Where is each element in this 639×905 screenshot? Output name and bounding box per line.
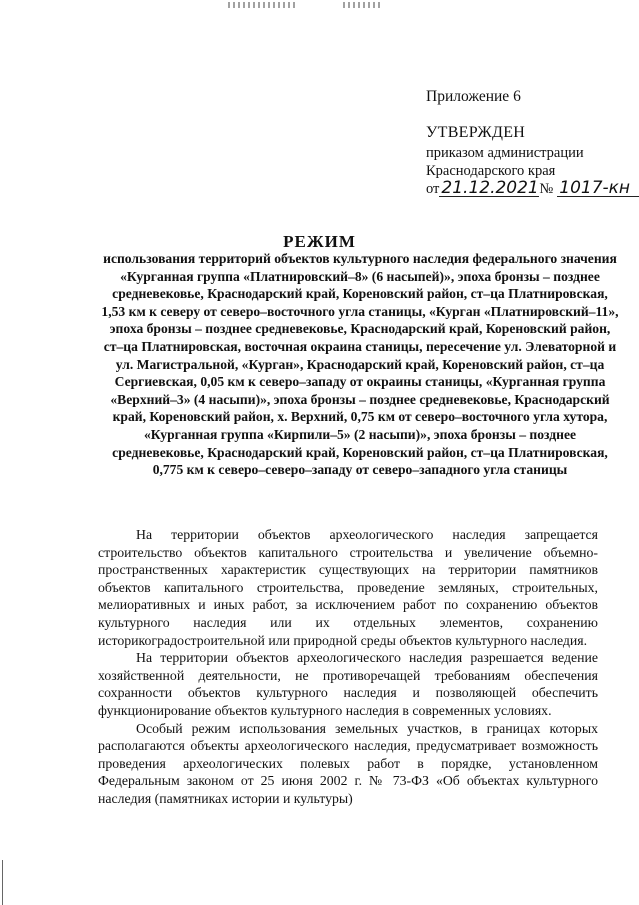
order-number: 1017-кн: [557, 181, 639, 197]
document-body: [98, 526, 598, 808]
approved-by-line-1: приказом администрации: [426, 145, 584, 161]
document-subtitle: использования территорий объектов культурного наследия федерального значения «Курганная группа «Платнировский–8» (6 насыпей)», эпоха бронзы – позднее средневековье, Краснодарский край, Кореновский район, ст–ца Платнировская, 1,53 км к северу от северо–восточного угла станицы, «Курган «Платнировский–11», эпоха бронзы – позднее средневековье, Краснодарский край, Кореновский район, ст–ца Платнировская, восточная окраина станицы, пересечение ул. Элеваторной и ул. Магистральной, «Курган», Краснодарский край, Кореновский район, ст–ца Сергиевская, 0,05 км к северо–западу от окраины станицы, «Курганная группа «Верхний–3» (4 насыпи)», эпоха бронзы – позднее средневековье, Краснодарский край, Кореновский район, х. Верхний, 0,75 км от северо–восточного угла хутора, «Курганная группа «Кирпили–5» (2 насыпи)», эпоха бронзы – позднее средневековье, Краснодарский край, Кореновский район, ст–ца Платнировская, 0,775 км к северо–северо–западу от северо–западного угла станицы: [101, 251, 619, 478]
scan-artifact-right: [343, 2, 381, 8]
body-paragraph: Особый режим использования земельных участков, в границах которых располагаются объекты археологического наследия, предусматривает возможность проведения археологических полевых работ в порядке, установленном Федеральным законом от 25 июня 2002 г. № 73-ФЗ «Об объектах культурного наследия (памятниках истории и культуры): [98, 720, 598, 806]
order-number-prefix: №: [539, 181, 554, 197]
scan-artifact-left: [228, 2, 298, 8]
body-paragraph: На территории объектов археологического наследия разрешается ведение хозяйственной деятельности, не противоречащей требованиям обеспечения сохранности объектов культурного наследия и позволяющей обеспечить функционирование объектов культурного наследия в современных условиях.: [98, 650, 598, 718]
approved-by-line-2: Краснодарского края: [426, 163, 556, 179]
order-line: [426, 180, 639, 198]
appendix-label: Приложение 6: [426, 88, 521, 105]
order-prefix: от: [426, 181, 440, 197]
body-paragraph: На территории объектов археологического наследия запрещается строительство объектов капитального строительства и увеличение объемно-пространственных характеристик существующих на территории памятников объектов капитального строительства, проведение земляных, строительных, мелиоративных и иных работ, за исключением работ по сохранению объектов культурного наследия или их отдельных элементов, сохранению историкоградостроительной или природной среды объектов культурного наследия.: [98, 527, 598, 648]
scan-edge-line: [2, 860, 3, 905]
approved-label: УТВЕРЖДЕН: [426, 124, 526, 141]
document-title: РЕЖИМ: [283, 232, 356, 251]
order-date: 21.12.2021: [441, 178, 539, 198]
approval-block: [426, 124, 639, 198]
